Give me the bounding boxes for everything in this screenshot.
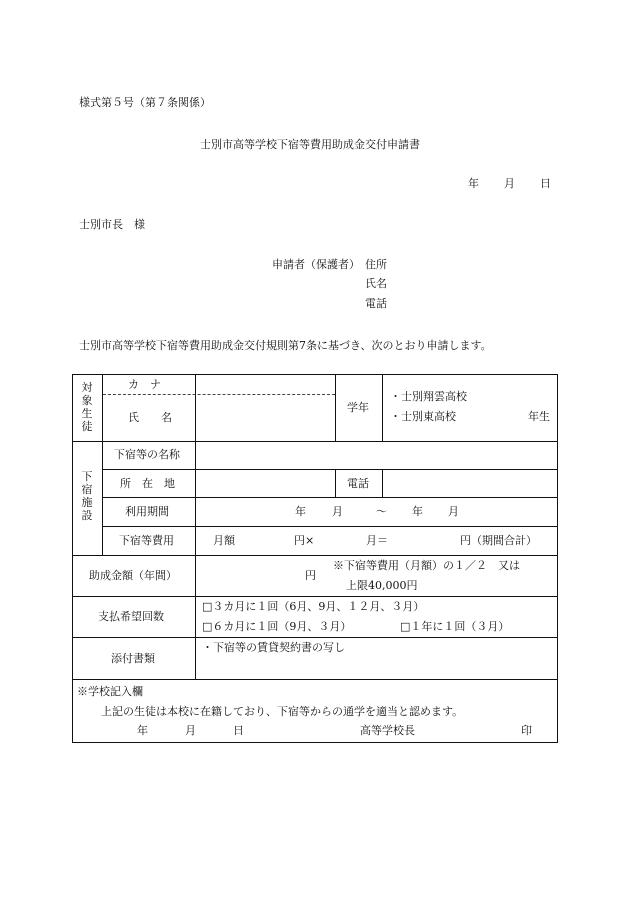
lodging-section-label: 下宿施設	[81, 470, 93, 522]
lodging-name-input[interactable]	[196, 442, 557, 469]
kana-input[interactable]	[196, 375, 335, 394]
cost-total: 円（期間合計）	[460, 534, 537, 547]
form-title: 士別市高等学校下宿等費用助成金交付申請書	[200, 138, 420, 151]
school-date-month: 月	[185, 724, 196, 737]
cost-yen-times: 円×	[294, 534, 315, 547]
payment-option-semiannual[interactable]: □６カ月に１回（9月、３月）	[202, 620, 352, 633]
school-option-shoun[interactable]: ・士別翔雲高校	[390, 390, 467, 403]
principal-label: 高等学校長	[360, 724, 415, 737]
date-year: 年	[468, 177, 479, 190]
location-label: 所 在 地	[120, 477, 175, 490]
lodging-phone-input[interactable]	[383, 470, 557, 497]
name-label: 氏 名	[128, 411, 172, 424]
applicant-address-label: 住所	[365, 258, 387, 271]
applicant-name-label: 氏名	[365, 277, 387, 290]
payment-option-annual[interactable]: □１年に１回（３月）	[400, 620, 510, 633]
cost-months-eq: 月＝	[366, 534, 388, 547]
lodging-phone-label: 電話	[347, 477, 369, 490]
school-section-label: ※学校記入欄	[77, 685, 143, 698]
subsidy-note-line2: 上限40,000円	[346, 579, 418, 592]
kana-label: カ ナ	[128, 378, 161, 391]
period-end-year: 年	[412, 505, 423, 518]
intro-text: 士別市高等学校下宿等費用助成金交付規則第7条に基づき、次のとおり申請します。	[79, 339, 492, 352]
location-input[interactable]	[196, 470, 335, 497]
attachments-value: ・下宿等の賃貸契約書の写し	[202, 641, 345, 654]
school-statement: 上記の生徒は本校に在籍しており、下宿等からの通学を適当と認めます。	[101, 705, 464, 718]
form-number: 様式第５号（第７条関係）	[79, 96, 211, 109]
payment-label: 支払希望回数	[98, 610, 164, 623]
date-month: 月	[504, 177, 515, 190]
period-start-year: 年	[295, 505, 306, 518]
date-day: 日	[540, 177, 551, 190]
applicant-phone-label: 電話	[365, 297, 387, 310]
grade-suffix: 年生	[528, 410, 550, 423]
name-input[interactable]	[196, 395, 335, 441]
applicant-label: 申請者（保護者）	[272, 258, 360, 271]
school-date-day: 日	[233, 724, 244, 737]
subsidy-note-line1: ※下宿等費用（月額）の１／２ 又は	[333, 559, 520, 572]
addressee: 士別市長 様	[79, 218, 145, 231]
school-date-year: 年	[137, 724, 148, 737]
subsidy-label: 助成金額（年間）	[89, 569, 177, 582]
period-tilde: ～	[376, 505, 387, 518]
grade-label: 学年	[347, 401, 369, 414]
period-label: 利用期間	[125, 505, 169, 518]
period-start-month: 月	[332, 505, 343, 518]
seal-label: 印	[521, 724, 532, 737]
attachments-label: 添付書類	[111, 652, 155, 665]
cost-label: 下宿等費用	[119, 534, 174, 547]
lodging-name-label: 下宿等の名称	[114, 448, 180, 461]
payment-option-quarterly[interactable]: □３カ月に１回（6月、9月、１２月、３月）	[202, 600, 425, 613]
subsidy-yen: 円	[305, 569, 316, 582]
school-option-higashi[interactable]: ・士別東高校	[390, 410, 456, 423]
cost-monthly: 月額	[213, 534, 235, 547]
student-section-label: 対象生徒	[81, 381, 93, 433]
period-end-month: 月	[448, 505, 459, 518]
